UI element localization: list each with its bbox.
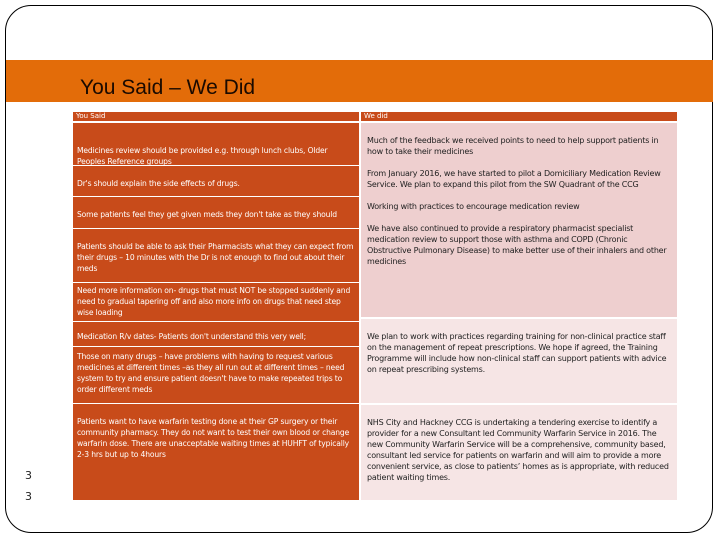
we-did-text: From January 2016, we have started to pilot a Domiciliary Medication Review Service. We plan to expand this pilot from the SW Quadrant of the CCG <box>367 169 661 189</box>
you-said-row <box>73 197 359 228</box>
we-did-group-medication-review <box>361 123 677 317</box>
we-did-text: NHS City and Hackney CCG is undertaking a tendering exercise to identify a provider for a new Consultant led Community Warfarin Service in 2016. The new Community Warfarin Service will be a comprehensive, community based, consultant led service for patients on warfarin and will aim to provide a more convenient service, as close to patients’ homes as is appropriate, with reduced patient waiting times. <box>367 418 669 482</box>
slide-number-line: 3 <box>25 469 32 482</box>
you-said-text: Dr's should explain the side effects of drugs. <box>77 179 240 188</box>
you-said-row <box>73 283 359 321</box>
you-said-row <box>73 404 359 500</box>
you-said-text: Patients want to have warfarin testing done at their GP surgery or their community pharmacy. They do not want to test their own blood or change warfarin dose. There are unacceptable waiting times at HUHFT of typically 2-3 hrs but up to 4hours <box>77 417 350 459</box>
you-said-row <box>73 166 359 196</box>
you-said-text: Some patients feel they get given meds they don't take as they should <box>77 210 337 219</box>
you-said-text: Those on many drugs – have problems with having to request various medicines at different times –as they all run out at different times – need system to try and ensure patient doesn't have to make repeated trips to order different meds <box>77 352 345 394</box>
slide-number-line: 3 <box>25 490 32 503</box>
we-did-text: Working with practices to encourage medication review <box>367 202 580 211</box>
you-said-row <box>73 123 359 165</box>
you-said-row <box>73 229 359 282</box>
you-said-row <box>73 322 359 346</box>
you-said-text: Need more information on- drugs that must NOT be stopped suddenly and need to gradual tapering off and also more info on drugs that need step wise loading <box>77 286 351 317</box>
header-we-did: We did <box>361 112 677 121</box>
page-title: You Said – We Did <box>80 76 256 99</box>
you-said-row <box>73 347 359 403</box>
you-said-text: Medication R/v dates- Patients don't understand this very well; <box>77 332 307 341</box>
we-did-text: We plan to work with practices regarding training for non-clinical practice staff on the management of repeat prescriptions. We hope if agreed, the Training Programme will include how non-clinical staff can support patients with advice on repeat prescribing systems. <box>367 332 667 374</box>
we-did-group-repeat-prescriptions <box>361 319 677 403</box>
we-did-group-warfarin <box>361 405 677 500</box>
you-said-text: Patients should be able to ask their Pharmacists what they can expect from their drugs – 10 minutes with the Dr is not enough to find out about their meds <box>77 242 354 273</box>
we-did-text: We have also continued to provide a respiratory pharmacist specialist medication review to support those with asthma and COPD (Chronic Obstructive Pulmonary Disease) to make better use of their inhalers and other medicines <box>367 224 667 266</box>
you-said-text: Medicines review should be provided e.g. through lunch clubs, Older Peoples Reference groups <box>77 146 328 166</box>
we-did-text: Much of the feedback we received points to need to help support patients in how to take their medicines <box>367 136 659 156</box>
header-you-said: You Said <box>73 112 359 121</box>
